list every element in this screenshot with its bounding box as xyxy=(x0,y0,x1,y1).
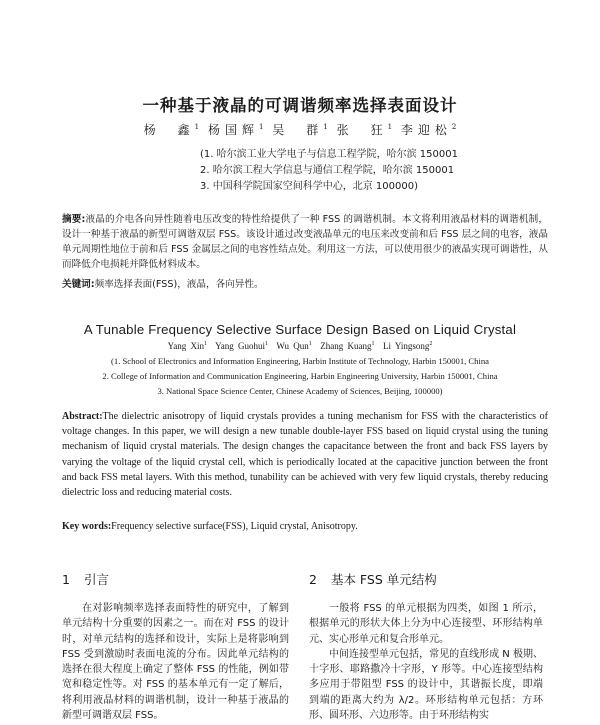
keywords-cn xyxy=(62,277,548,292)
body-paragraph: 中间连接型单元包括，常见的直线形成 N 极期、十字形、耶路撒冷十字形，Y 形等。中心连接型结构多应用于带阻型 FSS 的设计中，其谐振长度，即端到端的距离大约为 λ/2。环形结构单元包括：方环形、圆环形、六边形等。由于环形结构实 xyxy=(309,648,543,722)
author-name: Li Yingsong$^2$ xyxy=(382,341,433,351)
section-heading xyxy=(309,570,437,588)
section-heading xyxy=(62,570,109,588)
affiliation-cn: 2. 哈尔滨工程大学信息与通信工程学院，哈尔滨 150001 xyxy=(200,165,455,176)
keywords-text-cn: 频率选择表面(FSS)，液晶，各向异性。 xyxy=(94,279,264,290)
abstract-text-cn: 液晶的介电各向异性随着电压改变的特性给提供了一种 FSS 的调谐机制。本文将利用液晶材料的调谐机制，设计一种基于液晶的新型可调谐双层 FSS。该设计通过改变液晶单元的电压来改变前和后 FSS 层之间的电容，液晶单元周期性地位于前和后 FSS 金属层之间的电容性结点处。利用这一方法，可以使用很少的液晶实现可调谐性，从而降低介电损耗并降低材料成本。 xyxy=(62,214,548,270)
author-name: Yang Xin$^1$ xyxy=(167,341,207,351)
author-name: Wu Qun$^1$ xyxy=(276,341,312,351)
keywords-en xyxy=(62,519,548,534)
keywords-label-en: Key words: xyxy=(62,521,112,532)
affiliation-cn: 3. 中国科学院国家空间科学中心，北京 100000) xyxy=(200,181,418,192)
affiliation-en: 2. College of Information and Communication Engineering, Harbin Engineering University, Harbin 150001, China xyxy=(102,371,498,381)
body-paragraph: 一般将 FSS 的单元根据为四类，如图 1 所示，根据单元的形状大体上分为中心连接型、环形结构单元、实心形单元和复合形单元。 xyxy=(309,603,543,645)
paper-title-cn: 一种基于液晶的可调谐频率选择表面设计 xyxy=(142,96,458,115)
section-title: 基本 FSS 单元结构 xyxy=(330,572,437,587)
author-name: 吴 群$^1$ xyxy=(272,123,328,137)
section-number: 1 xyxy=(62,572,70,587)
keywords-label-cn: 关键词: xyxy=(62,279,95,290)
author-name: 张 狂$^1$ xyxy=(336,123,393,137)
abstract-en xyxy=(62,409,548,500)
section-number: 2 xyxy=(309,572,317,587)
abstract-cn xyxy=(62,212,548,272)
paper-title-en: A Tunable Frequency Selective Surface Design Based on Liquid Crystal xyxy=(83,322,517,337)
body-column-left xyxy=(62,601,289,723)
section-title: 引言 xyxy=(83,572,109,587)
abstract-text-en: The dielectric anisotropy of liquid crystals provides a tuning mechanism for FSS with the characteristics of voltage changes. In this paper, we will design a new tunable double-layer FSS based on liquid crystal using the tuning mechanism of liquid crystal materials. The design changes the capacitance between the front and back FSS layers by varying the voltage of the liquid crystal cell, which is periodically located at the capacitive junction between the front and back FSS metal layers. With this method, tunability can be achieved with very few liquid crystals, thereby reducing dielectric loss and reducing material costs. xyxy=(62,411,548,499)
author-name: 杨 鑫$^1$ xyxy=(143,123,200,137)
affiliation-en: (1. School of Electronics and Information Engineering, Harbin Institute of Technology, Harbin 150001, China xyxy=(111,356,489,366)
author-list-cn xyxy=(0,121,600,138)
affiliation-en: 3. National Space Science Center, Chinese Academy of Sciences, Beijing, 100000) xyxy=(157,386,443,396)
author-name: Yang Guohui$^1$ xyxy=(215,341,268,351)
abstract-label-cn: 摘要: xyxy=(62,214,86,225)
author-name: Zhang Kuang$^1$ xyxy=(320,341,375,351)
abstract-label-en: Abstract: xyxy=(62,411,103,422)
affiliation-cn: (1. 哈尔滨工业大学电子与信息工程学院，哈尔滨 150001 xyxy=(200,149,458,160)
author-list-en xyxy=(0,341,600,351)
keywords-text-en: Frequency selective surface(FSS), Liquid crystal, Anisotropy. xyxy=(111,521,358,532)
author-name: 李迎松$^2$ xyxy=(400,123,457,137)
body-column-right xyxy=(309,601,543,723)
body-paragraph: 在对影响频率选择表面特性的研究中，了解到单元结构十分重要的因素之一。而在对 FSS 的设计时，对单元结构的选择和设计，实际上是将影响到 FSS 受到激励时表面电流的分布。因此单元结构的选择在很大程度上确定了整体 FSS 的性能，例如带宽和稳定性等。对 FSS 的基本单元有一定了解后，将利用液晶材料的调谐机制，设计一种基于液晶的新型可调谐双层 FSS。 xyxy=(62,603,289,722)
author-name: 杨国辉$^1$ xyxy=(207,123,264,137)
